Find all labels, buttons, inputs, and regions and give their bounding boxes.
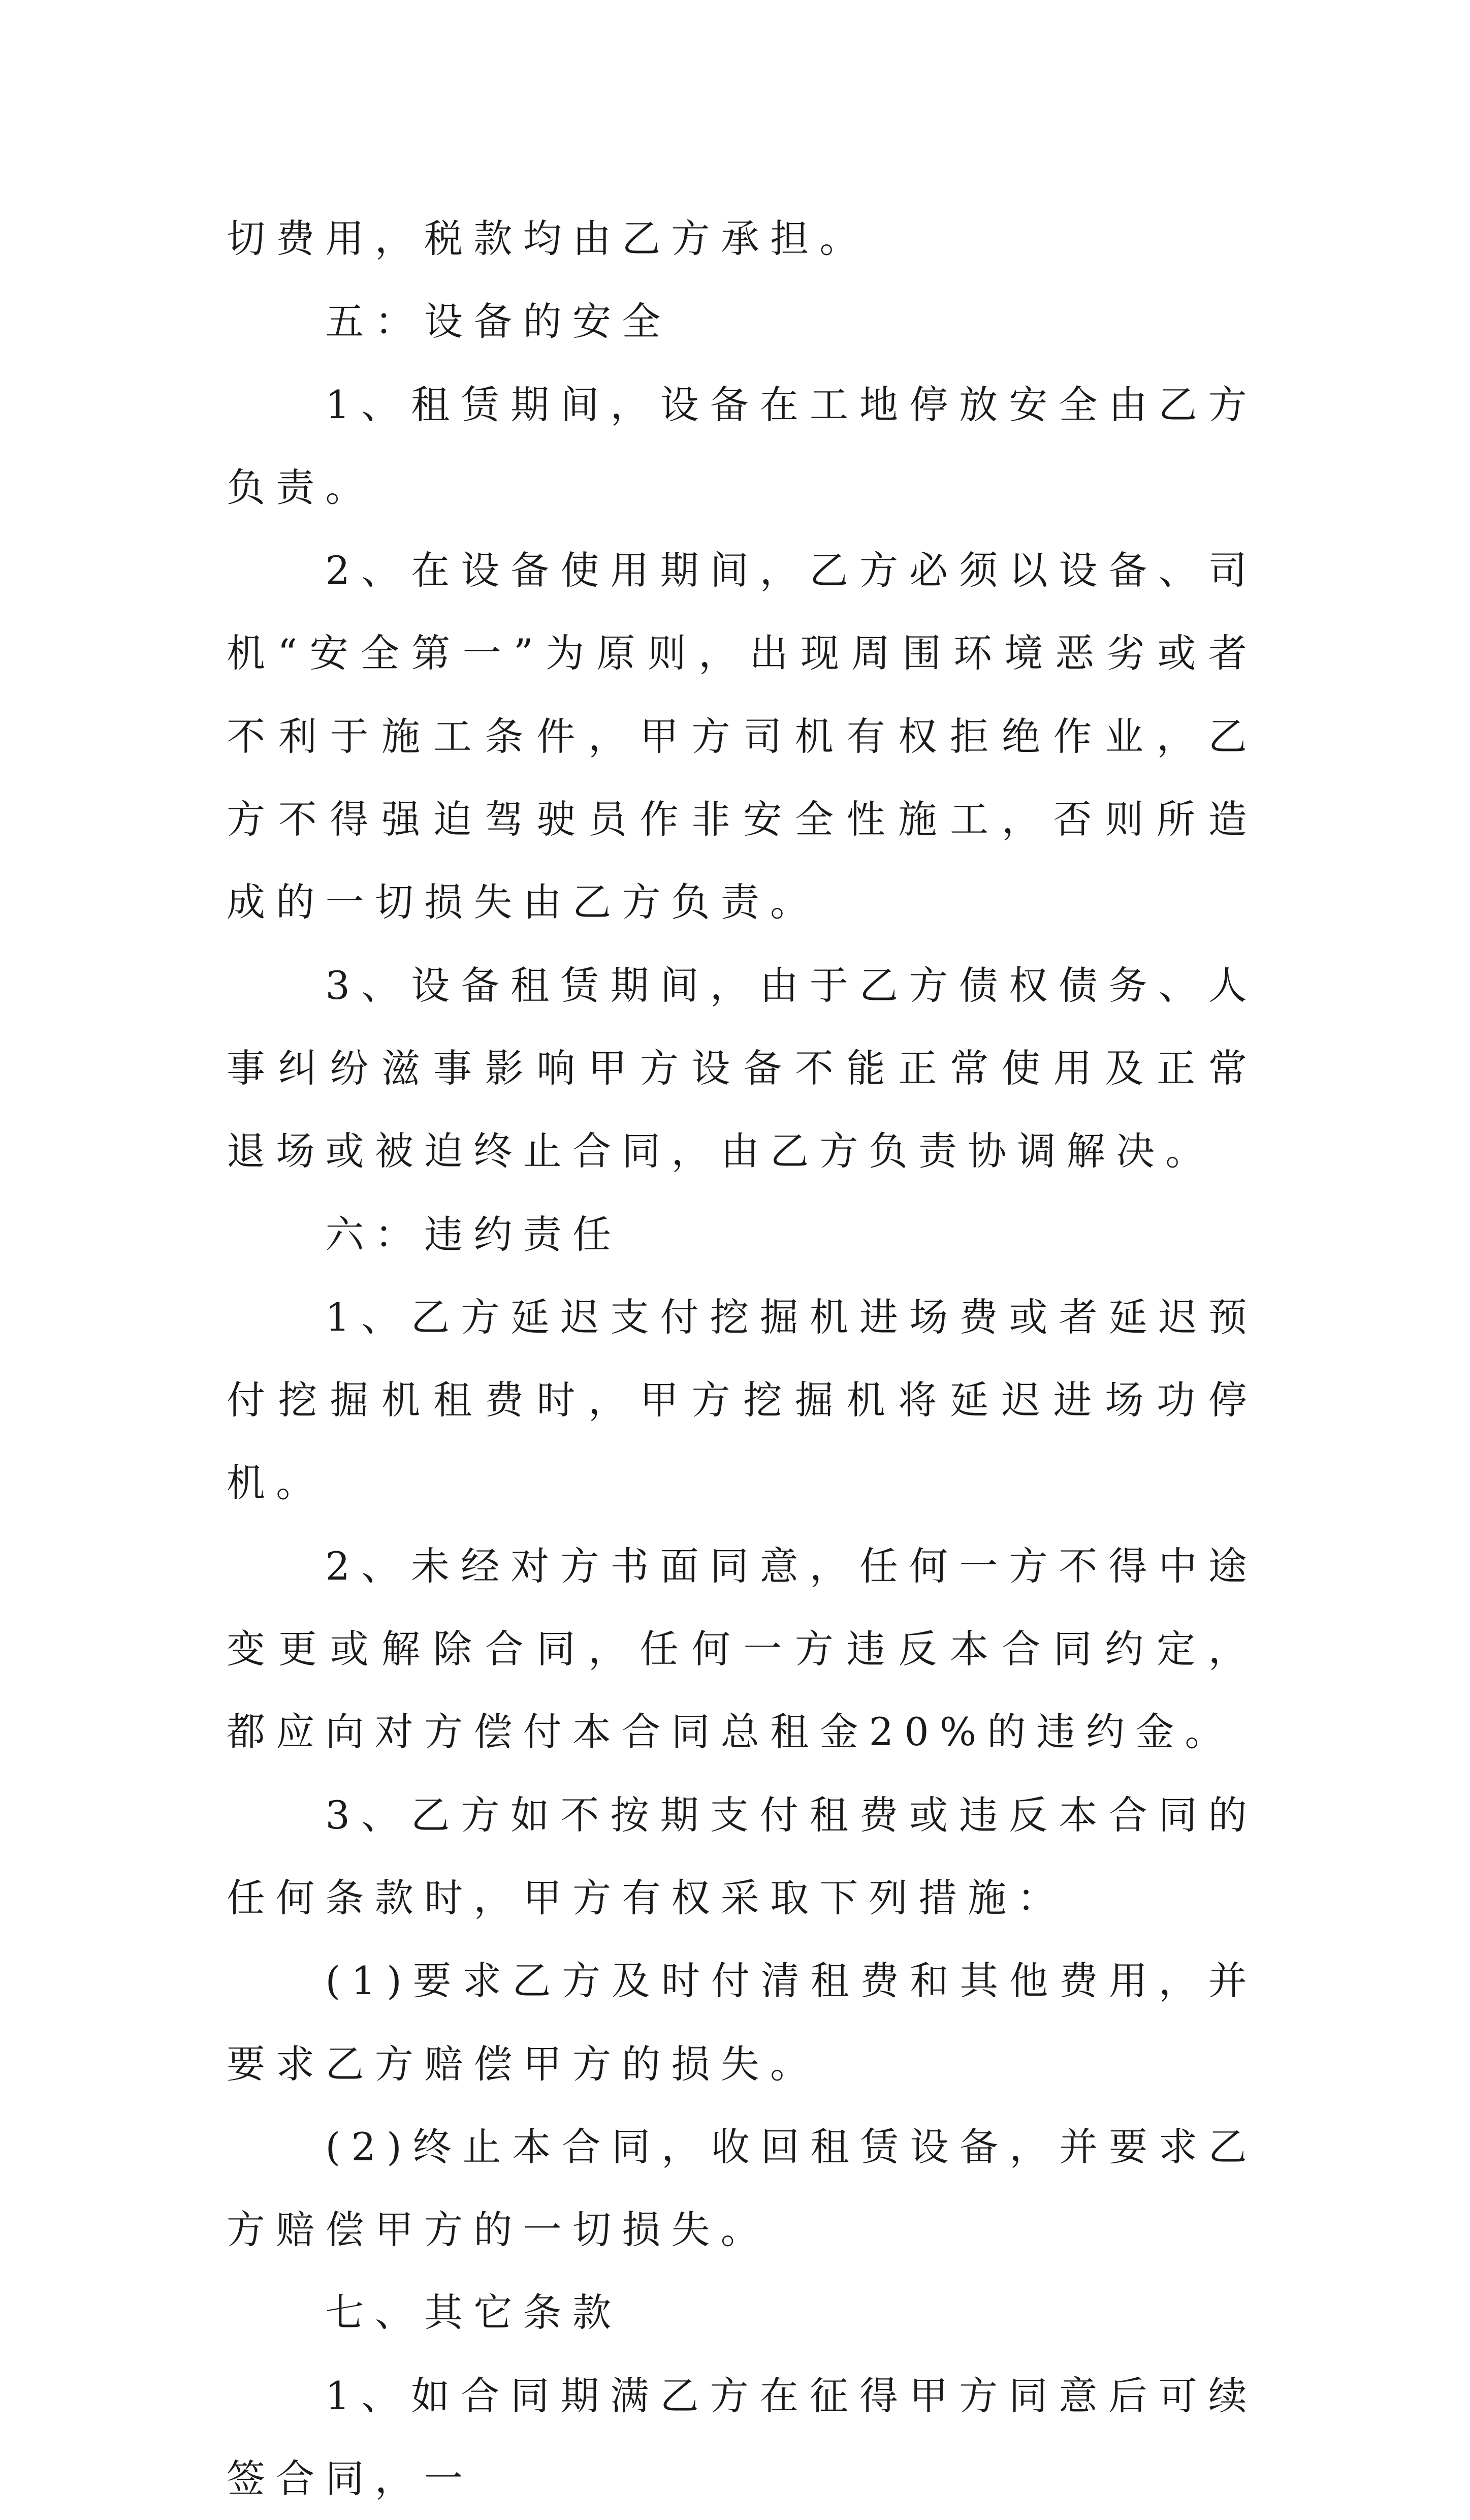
- document-body: [227, 197, 1258, 2520]
- paragraph-clause: 2、未经对方书面同意，任何一方不得中途变更或解除合同，任何一方违反本合同约定，都应向对方偿付本合同总租金20%的违约金。: [227, 1543, 1258, 1755]
- paragraph-continuation: 切费用，税款均由乙方承担。: [227, 216, 869, 261]
- section-heading-other-terms: 七、其它条款: [325, 2290, 622, 2336]
- section-heading-equipment-safety: 五：设备的安全: [325, 299, 672, 344]
- paragraph-clause: 2、在设备使用期间，乙方必须以设备、司机“安全第一”为原则，出现周围环境恶劣或者不利于施工条件，甲方司机有权拒绝作业，乙方不得强迫驾驶员作非安全性施工，否则所造成的一切损失由乙方负责。: [227, 548, 1258, 925]
- paragraph-clause: 3、乙方如不按期支付租费或违反本合同的任何条款时，甲方有权采取下列措施：: [227, 1792, 1258, 1920]
- paragraph-clause: 1、租赁期间，设备在工地停放安全由乙方负责。: [227, 382, 1258, 510]
- section-heading-breach-liability: 六：违约责任: [325, 1211, 622, 1257]
- paragraph-clause: 3、设备租赁期间，由于乙方债权债务、人事纠纷滋事影响甲方设备不能正常使用及正常退场或被迫终止合同，由乙方负责协调解决。: [227, 962, 1258, 1174]
- paragraph-clause: 1、如合同期满乙方在征得甲方同意后可续签合同，一: [227, 2373, 1258, 2502]
- paragraph-sub-clause: (2)终止本合同，收回租赁设备，并要求乙方赔偿甲方的一切损失。: [227, 2124, 1258, 2253]
- paragraph-sub-clause: (1)要求乙方及时付清租费和其他费用，并要求乙方赔偿甲方的损失。: [227, 1958, 1258, 2087]
- paragraph-clause: 1、乙方延迟支付挖掘机进场费或者延迟预付挖掘机租费时，甲方挖掘机将延迟进场功停机。: [227, 1294, 1258, 1506]
